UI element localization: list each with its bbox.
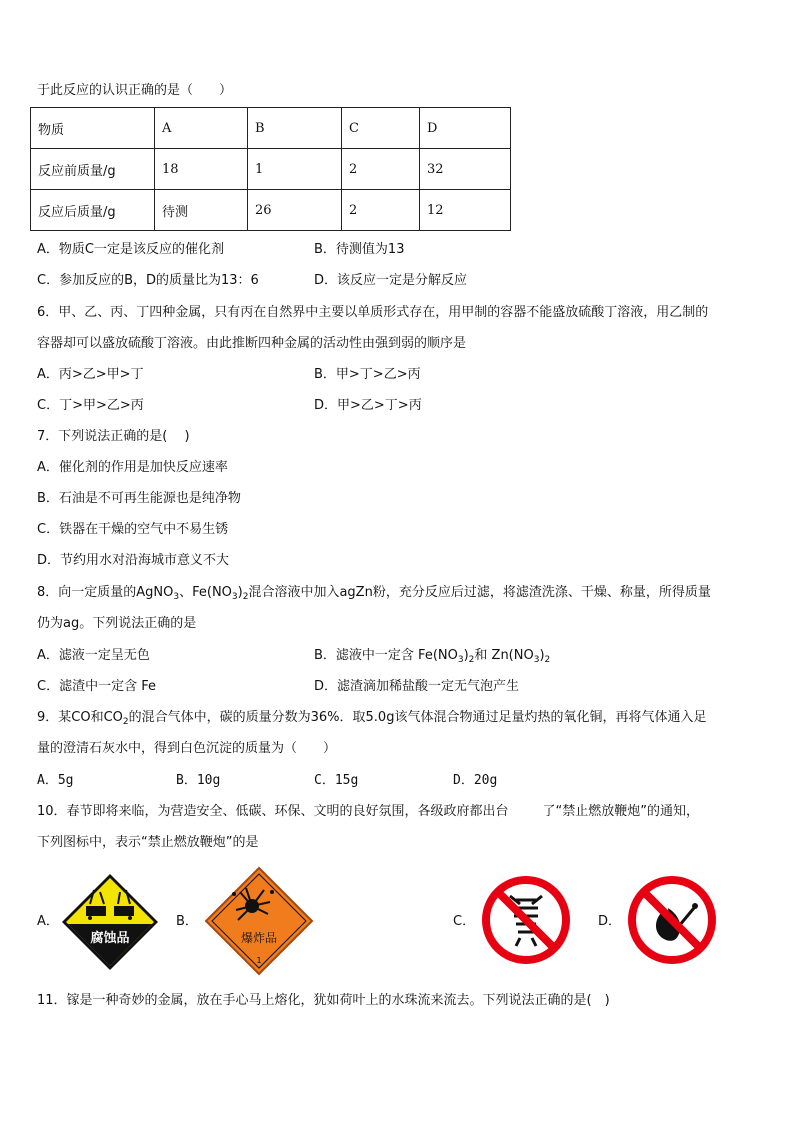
q9-stem-line1: 9．某CO和$CO_2$的混合气体中，碳的质量分数为36%．取5.0g该气体混合物通过足量灼热的氧化铜，再将气体通入足 [37, 710, 707, 727]
q8-option-d: D．滤渣滴加稀盐酸一定无气泡产生 [314, 679, 520, 694]
q7-option-b: B．石油是不可再生能源也是纯净物 [37, 491, 241, 506]
table-cell: D [420, 108, 511, 149]
no-firecrackers-sign-icon [480, 874, 572, 966]
q9-option-d: D．20g [453, 773, 498, 788]
table-row [31, 190, 511, 231]
corrosive-sign-icon [60, 872, 160, 972]
table-cell: 12 [420, 190, 511, 231]
q6-stem-line2: 容器却可以盛放硫酸丁溶液。由此推断四种金属的活动性由强到弱的顺序是 [37, 336, 467, 351]
q5-stem: 于此反应的认识正确的是（ ） [37, 83, 233, 98]
q5-option-b: B．待测值为13 [314, 242, 405, 257]
table-cell: 26 [248, 190, 342, 231]
q9-option-a: A．5g [37, 773, 74, 788]
q9-stem-line2: 量的澄清石灰水中，得到白色沉淀的质量为（ ） [37, 741, 337, 756]
explosive-sign-icon [204, 866, 314, 976]
table-cell: 32 [420, 149, 511, 190]
table-cell: B [248, 108, 342, 149]
q5-option-a: A．物质C一定是该反应的催化剂 [37, 242, 224, 257]
q6-option-b: B．甲>丁>乙>丙 [314, 367, 421, 382]
q10-label-c: C． [453, 914, 476, 929]
q7-stem: 7．下列说法正确的是( ) [37, 429, 190, 444]
table-cell: 反应后质量/g [31, 190, 155, 231]
table-cell: 待测 [155, 190, 248, 231]
q7-option-a: A．催化剂的作用是加快反应速率 [37, 460, 228, 475]
q8-option-b: B．滤液中一定含 $Fe(NO_3)_2$和 $Zn(NO_3)_2$ [314, 648, 551, 665]
q10-label-b: B． [176, 914, 198, 929]
corrosive-label: 腐蚀品 [90, 931, 130, 946]
no-burning-sign-icon [626, 874, 718, 966]
table-cell: 2 [342, 190, 420, 231]
q6-stem-line1: 6．甲、乙、丙、丁四种金属，只有丙在自然界中主要以单质形式存在，用甲制的容器不能盛放硫酸丁溶液，用乙制的 [37, 305, 709, 320]
explosive-label: 爆炸品 [240, 931, 278, 945]
table-cell: 物质 [31, 108, 155, 149]
q5-option-c: C．参加反应的B，D的质量比为13：6 [37, 273, 259, 288]
q8-stem-line2: 仍为ag。下列说法正确的是 [37, 616, 197, 631]
q10-label-a: A． [37, 914, 59, 929]
q10-stem-line1: 10．春节即将来临，为营造安全、低碳、环保、文明的良好氛围，各级政府都出台 了“禁止燃放鞭炮”的通知， [37, 804, 700, 819]
table-cell: 1 [248, 149, 342, 190]
q7-option-d: D．节约用水对沿海城市意义不大 [37, 553, 230, 568]
mass-table [30, 107, 511, 231]
table-cell: C [342, 108, 420, 149]
q8-option-a: A．滤液一定呈无色 [37, 648, 150, 663]
q9-option-c: C．15g [314, 773, 359, 788]
q6-option-a: A．丙>乙>甲>丁 [37, 367, 144, 382]
table-cell: 18 [155, 149, 248, 190]
q8-option-c: C．滤渣中一定含 Fe [37, 679, 156, 694]
table-header-row [31, 108, 511, 149]
q8-stem-line1: 8．向一定质量的AgNO$_3$、$Fe(NO_3)_2$混合溶液中加入agZn粉，充分反应后过滤，将滤渣洗涤、干燥、称量，所得质量 [37, 585, 711, 602]
table-cell: A [155, 108, 248, 149]
q10-label-d: D． [598, 914, 622, 929]
q5-option-d: D．该反应一定是分解反应 [314, 273, 468, 288]
explosive-division-number: 1 [256, 956, 262, 965]
q10-stem-line2: 下列图标中，表示“禁止燃放鞭炮”的是 [37, 835, 259, 850]
q6-option-d: D．甲>乙>丁>丙 [314, 398, 422, 413]
table-cell: 反应前质量/g [31, 149, 155, 190]
q7-option-c: C．铁器在干燥的空气中不易生锈 [37, 522, 229, 537]
table-cell: 2 [342, 149, 420, 190]
q6-option-c: C．丁>甲>乙>丙 [37, 398, 144, 413]
q9-option-b: B．10g [176, 773, 221, 788]
q11-stem: 11．镓是一种奇妙的金属，放在手心马上熔化，犹如荷叶上的水珠流来流去。下列说法正确的是( ) [37, 993, 610, 1008]
table-row [31, 149, 511, 190]
